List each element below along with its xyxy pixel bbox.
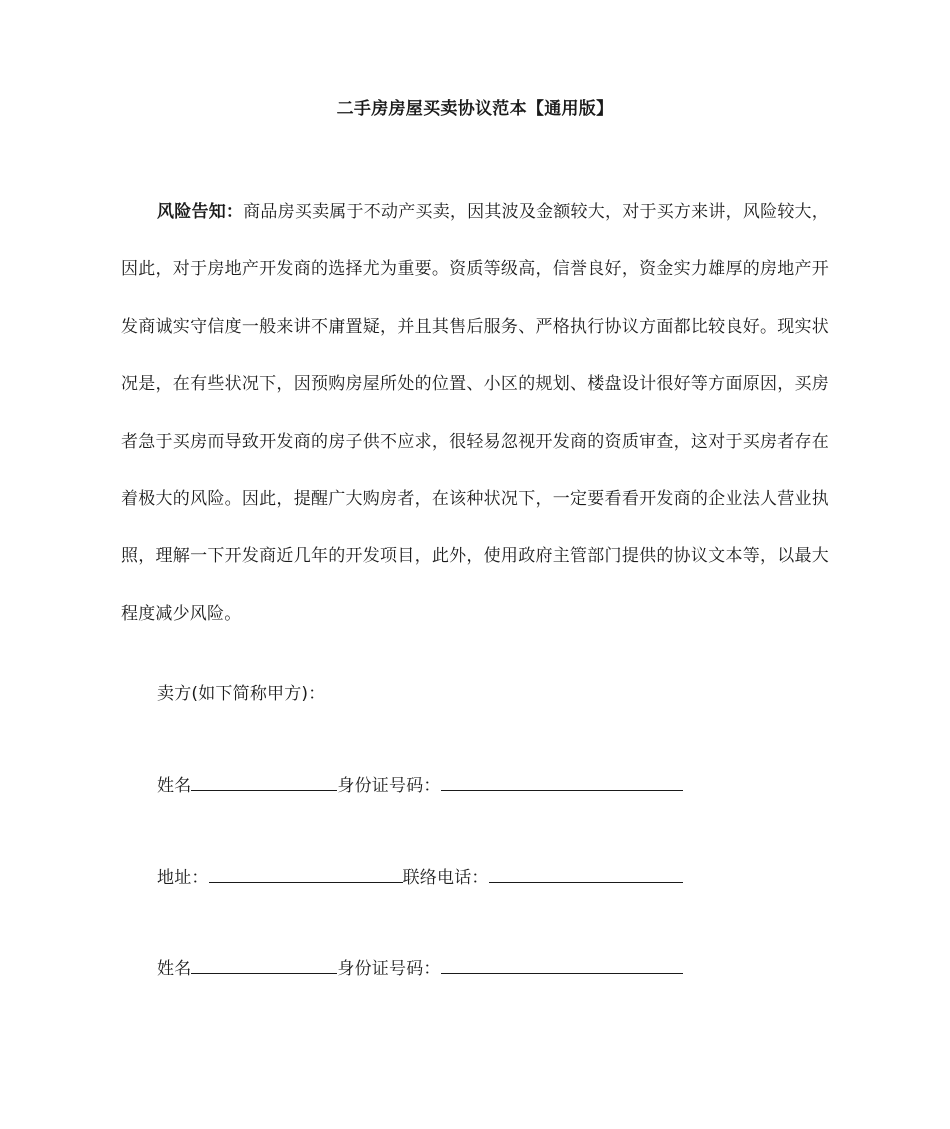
id-number-label: 身份证号码： [337, 776, 441, 796]
address-blank [209, 864, 403, 883]
risk-notice-paragraph [121, 184, 829, 643]
name-label: 姓名 [157, 776, 192, 796]
id-number-blank [441, 955, 683, 974]
id-number-blank [441, 772, 683, 791]
seller-name-id-row-2 [157, 955, 683, 981]
phone-blank [489, 864, 683, 883]
name-blank [191, 772, 337, 791]
phone-label: 联络电话： [402, 868, 489, 888]
risk-notice-text: 商品房买卖属于不动产买卖，因其波及金额较大，对于买方来讲，风险较大，因此，对于房地产开发商的选择尤为重要。资质等级高，信誉良好，资金实力雄厚的房地产开发商诚实守信度一般来讲不庸置疑，并且其售后服务、严格执行协议方面都比较良好。现实状况是，在有些状况下，因预购房屋所处的位置、小区的规划、楼盘设计很好等方面原因，买房者急于买房而导致开发商的房子供不应求，很轻易忽视开发商的资质审查，这对于买房者存在着极大的风险。因此，提醒广大购房者，在该种状况下，一定要看看开发商的企业法人营业执照，理解一下开发商近几年的开发项目，此外，使用政府主管部门提供的协议文本等，以最大程度减少风险。 [121, 202, 829, 624]
seller-address-phone-row [157, 864, 683, 890]
risk-notice-label: 风险告知： [157, 202, 244, 222]
name-label: 姓名 [157, 959, 192, 979]
seller-heading: 卖方(如下简称甲方)： [157, 684, 326, 704]
seller-name-id-row [157, 772, 683, 798]
address-label: 地址： [157, 868, 209, 888]
document-title: 二手房房屋买卖协议范本【通用版】 [336, 99, 614, 119]
name-blank [191, 955, 337, 974]
id-number-label: 身份证号码： [337, 959, 441, 979]
